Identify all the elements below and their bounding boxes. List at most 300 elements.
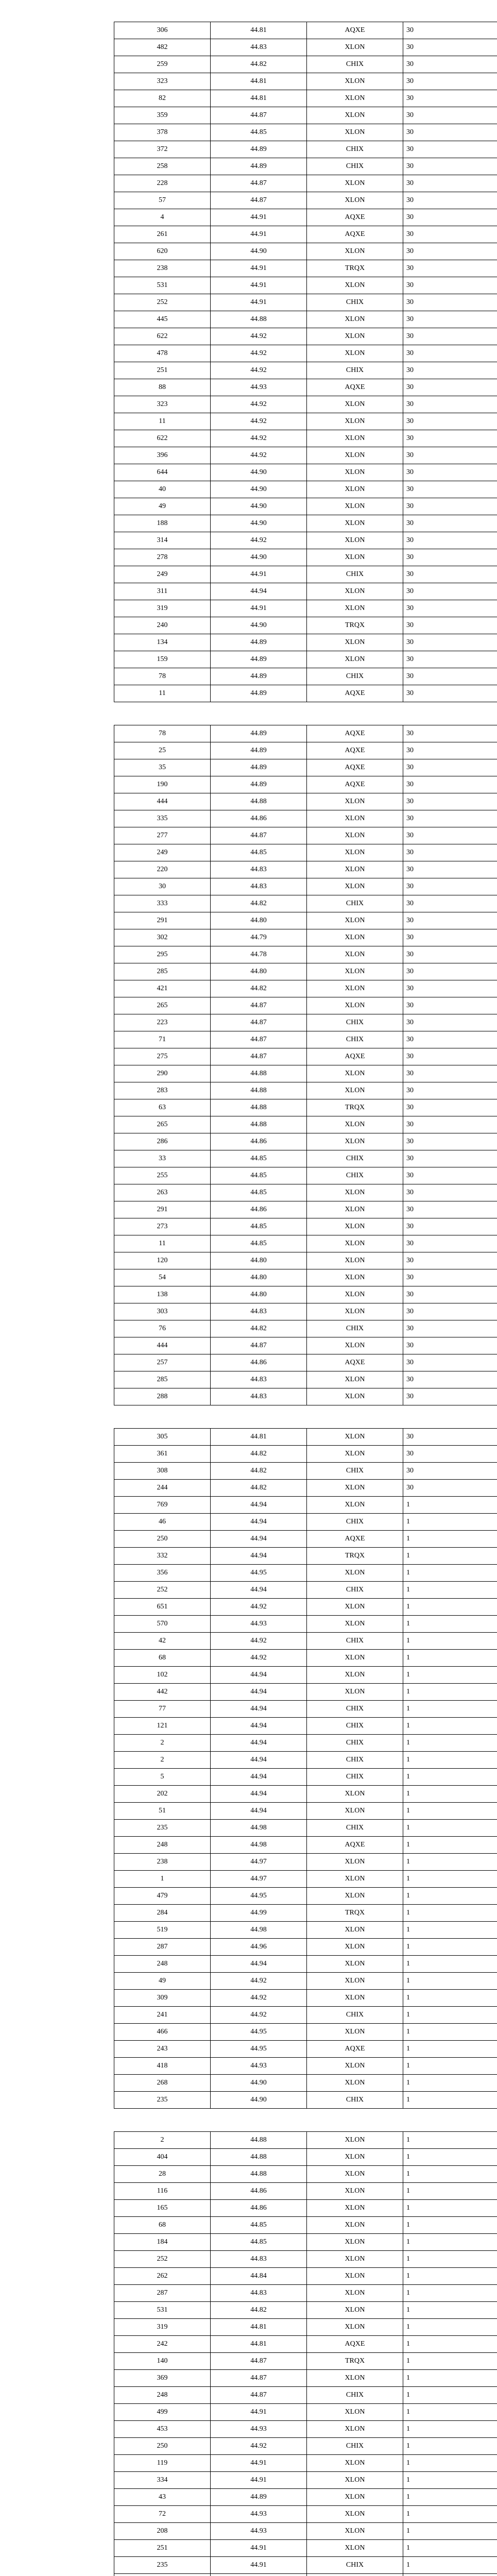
time-cell: 30 [403, 1014, 497, 1031]
table-row [114, 2523, 497, 2540]
time-cell: 30 [403, 1480, 497, 1497]
time-cell: 30 [403, 73, 497, 90]
time-cell: 1 [403, 2404, 497, 2421]
transactions-table [114, 2132, 497, 2576]
venue-cell: AQXE [307, 22, 403, 39]
venue-cell: CHIX [307, 668, 403, 685]
price-cell: 44.82 [211, 1320, 307, 1337]
volume-cell: 262 [114, 2268, 211, 2285]
time-cell: 30 [403, 895, 497, 912]
volume-cell: 190 [114, 776, 211, 793]
price-cell: 44.92 [211, 413, 307, 430]
volume-cell: 283 [114, 1082, 211, 1099]
table-row [114, 447, 497, 464]
volume-cell: 265 [114, 997, 211, 1014]
price-cell: 44.89 [211, 2489, 307, 2506]
time-cell: 30 [403, 362, 497, 379]
price-cell: 44.89 [211, 668, 307, 685]
price-cell: 44.85 [211, 1218, 307, 1235]
time-cell: 1 [403, 2200, 497, 2217]
venue-cell: XLON [307, 447, 403, 464]
volume-cell: 11 [114, 413, 211, 430]
volume-cell: 25 [114, 742, 211, 759]
venue-cell: XLON [307, 912, 403, 929]
time-cell: 30 [403, 294, 497, 311]
price-cell: 44.89 [211, 742, 307, 759]
volume-cell: 396 [114, 447, 211, 464]
volume-cell: 184 [114, 2234, 211, 2251]
volume-cell: 51 [114, 1803, 211, 1820]
venue-cell: XLON [307, 1303, 403, 1320]
venue-cell: AQXE [307, 1354, 403, 1371]
volume-cell: 28 [114, 2166, 211, 2183]
table-row [114, 617, 497, 634]
volume-cell: 323 [114, 396, 211, 413]
price-cell: 44.94 [211, 1769, 307, 1786]
price-cell: 44.93 [211, 379, 307, 396]
price-cell: 44.90 [211, 464, 307, 481]
price-cell: 44.98 [211, 1922, 307, 1939]
price-cell: 44.92 [211, 1599, 307, 1616]
venue-cell: XLON [307, 2523, 403, 2540]
table-row [114, 2472, 497, 2489]
volume-cell: 275 [114, 1048, 211, 1065]
venue-cell: CHIX [307, 1167, 403, 1184]
table-row [114, 2421, 497, 2438]
venue-cell: XLON [307, 1565, 403, 1582]
time-cell: 30 [403, 1429, 497, 1446]
time-cell: 1 [403, 1803, 497, 1820]
table-row [114, 1531, 497, 1548]
time-cell: 1 [403, 2336, 497, 2353]
venue-cell: CHIX [307, 1701, 403, 1718]
volume-cell: 644 [114, 464, 211, 481]
time-cell: 1 [403, 1820, 497, 1837]
time-cell: 1 [403, 2472, 497, 2489]
price-cell: 44.86 [211, 2183, 307, 2200]
table-row [114, 2353, 497, 2370]
price-cell: 44.87 [211, 107, 307, 124]
venue-cell: XLON [307, 1939, 403, 1956]
volume-cell: 30 [114, 878, 211, 895]
volume-cell: 251 [114, 362, 211, 379]
time-cell: 1 [403, 2421, 497, 2438]
venue-cell: XLON [307, 2302, 403, 2319]
table-row [114, 2166, 497, 2183]
table-row [114, 1633, 497, 1650]
venue-cell: XLON [307, 2251, 403, 2268]
volume-cell: 88 [114, 379, 211, 396]
volume-cell: 77 [114, 1701, 211, 1718]
price-cell: 44.94 [211, 1684, 307, 1701]
time-cell: 30 [403, 22, 497, 39]
table-row [114, 2200, 497, 2217]
table-row [114, 1235, 497, 1252]
volume-cell: 622 [114, 430, 211, 447]
table-row [114, 2557, 497, 2574]
table-row [114, 1616, 497, 1633]
volume-cell: 285 [114, 1371, 211, 1388]
volume-cell: 259 [114, 56, 211, 73]
time-cell: 1 [403, 2166, 497, 2183]
table-row [114, 362, 497, 379]
venue-cell: AQXE [307, 2041, 403, 2058]
time-cell: 1 [403, 2557, 497, 2574]
table-row [114, 1786, 497, 1803]
table-row [114, 243, 497, 260]
venue-cell: XLON [307, 2234, 403, 2251]
venue-cell: XLON [307, 464, 403, 481]
volume-cell: 4 [114, 209, 211, 226]
time-cell: 1 [403, 1667, 497, 1684]
price-cell: 44.94 [211, 1735, 307, 1752]
volume-cell: 252 [114, 294, 211, 311]
table-row [114, 2075, 497, 2092]
table-row [114, 912, 497, 929]
venue-cell: XLON [307, 311, 403, 328]
time-cell: 30 [403, 634, 497, 651]
table-row [114, 1446, 497, 1463]
table-row [114, 1014, 497, 1031]
table-row [114, 634, 497, 651]
volume-cell: 287 [114, 2285, 211, 2302]
table-row [114, 1388, 497, 1405]
venue-cell: AQXE [307, 1531, 403, 1548]
table-row [114, 1099, 497, 1116]
time-cell: 30 [403, 946, 497, 963]
price-cell: 44.97 [211, 1854, 307, 1871]
table-row [114, 1803, 497, 1820]
page-3 [0, 1406, 497, 2110]
transactions-table-frame [114, 22, 497, 702]
table-row [114, 980, 497, 997]
volume-cell: 248 [114, 1837, 211, 1854]
price-cell: 44.80 [211, 912, 307, 929]
volume-cell: 188 [114, 515, 211, 532]
time-cell: 30 [403, 1048, 497, 1065]
time-cell: 1 [403, 2234, 497, 2251]
time-cell: 1 [403, 1956, 497, 1973]
table-row [114, 2455, 497, 2472]
volume-cell: 286 [114, 1133, 211, 1150]
venue-cell: CHIX [307, 1820, 403, 1837]
volume-cell: 295 [114, 946, 211, 963]
venue-cell: XLON [307, 1973, 403, 1990]
price-cell: 44.92 [211, 396, 307, 413]
price-cell: 44.83 [211, 39, 307, 56]
time-cell: 30 [403, 447, 497, 464]
time-cell: 30 [403, 1337, 497, 1354]
venue-cell: CHIX [307, 1463, 403, 1480]
table-row [114, 549, 497, 566]
time-cell: 30 [403, 396, 497, 413]
price-cell: 44.89 [211, 685, 307, 702]
price-cell: 44.92 [211, 447, 307, 464]
price-cell: 44.95 [211, 2041, 307, 2058]
venue-cell: XLON [307, 1133, 403, 1150]
venue-cell: CHIX [307, 1582, 403, 1599]
price-cell: 44.81 [211, 73, 307, 90]
time-cell: 30 [403, 1388, 497, 1405]
volume-cell: 268 [114, 2075, 211, 2092]
price-cell: 44.80 [211, 1286, 307, 1303]
venue-cell: XLON [307, 1786, 403, 1803]
table-row [114, 1718, 497, 1735]
table-row [114, 1184, 497, 1201]
venue-cell: XLON [307, 583, 403, 600]
venue-cell: XLON [307, 1218, 403, 1235]
volume-cell: 242 [114, 2336, 211, 2353]
venue-cell: XLON [307, 1922, 403, 1939]
table-row [114, 776, 497, 793]
volume-cell: 78 [114, 725, 211, 742]
volume-cell: 63 [114, 1099, 211, 1116]
venue-cell: XLON [307, 2268, 403, 2285]
venue-cell: XLON [307, 1871, 403, 1888]
time-cell: 1 [403, 2319, 497, 2336]
venue-cell: XLON [307, 1888, 403, 1905]
volume-cell: 33 [114, 1150, 211, 1167]
price-cell: 44.85 [211, 2234, 307, 2251]
volume-cell: 466 [114, 2024, 211, 2041]
time-cell: 30 [403, 878, 497, 895]
table-row [114, 2438, 497, 2455]
volume-cell: 284 [114, 1905, 211, 1922]
volume-cell: 54 [114, 1269, 211, 1286]
volume-cell: 235 [114, 2092, 211, 2109]
price-cell: 44.89 [211, 759, 307, 776]
time-cell: 1 [403, 2183, 497, 2200]
volume-cell: 531 [114, 277, 211, 294]
venue-cell: XLON [307, 1616, 403, 1633]
time-cell: 30 [403, 260, 497, 277]
time-cell: 30 [403, 1082, 497, 1099]
price-cell: 44.91 [211, 226, 307, 243]
price-cell: 44.91 [211, 2455, 307, 2472]
time-cell: 30 [403, 1371, 497, 1388]
volume-cell: 244 [114, 1480, 211, 1497]
price-cell: 44.98 [211, 1820, 307, 1837]
volume-cell: 570 [114, 1616, 211, 1633]
table-row [114, 1939, 497, 1956]
venue-cell: XLON [307, 1269, 403, 1286]
price-cell: 44.92 [211, 362, 307, 379]
volume-cell: 531 [114, 2302, 211, 2319]
venue-cell: CHIX [307, 2092, 403, 2109]
table-row [114, 1116, 497, 1133]
price-cell: 44.90 [211, 549, 307, 566]
table-row [114, 2149, 497, 2166]
price-cell: 44.85 [211, 1184, 307, 1201]
time-cell: 30 [403, 685, 497, 702]
venue-cell: XLON [307, 2540, 403, 2557]
time-cell: 30 [403, 1150, 497, 1167]
venue-cell: XLON [307, 1116, 403, 1133]
time-cell: 30 [403, 1463, 497, 1480]
price-cell: 44.95 [211, 2024, 307, 2041]
table-row [114, 260, 497, 277]
volume-cell: 5 [114, 1769, 211, 1786]
venue-cell: CHIX [307, 2557, 403, 2574]
volume-cell: 238 [114, 260, 211, 277]
price-cell: 44.85 [211, 1167, 307, 1184]
price-cell: 44.86 [211, 810, 307, 827]
volume-cell: 263 [114, 1184, 211, 1201]
price-cell: 44.89 [211, 634, 307, 651]
volume-cell: 319 [114, 600, 211, 617]
volume-cell: 444 [114, 793, 211, 810]
venue-cell: XLON [307, 243, 403, 260]
price-cell: 44.94 [211, 1956, 307, 1973]
time-cell: 1 [403, 2523, 497, 2540]
volume-cell: 519 [114, 1922, 211, 1939]
price-cell: 44.79 [211, 929, 307, 946]
venue-cell: CHIX [307, 1735, 403, 1752]
volume-cell: 134 [114, 634, 211, 651]
volume-cell: 255 [114, 1167, 211, 1184]
time-cell: 30 [403, 1235, 497, 1252]
price-cell: 44.91 [211, 2557, 307, 2574]
price-cell: 44.91 [211, 566, 307, 583]
venue-cell: XLON [307, 2455, 403, 2472]
volume-cell: 49 [114, 498, 211, 515]
volume-cell: 40 [114, 481, 211, 498]
venue-cell: CHIX [307, 2387, 403, 2404]
price-cell: 44.91 [211, 294, 307, 311]
venue-cell: XLON [307, 1184, 403, 1201]
venue-cell: XLON [307, 1990, 403, 2007]
time-cell: 30 [403, 1201, 497, 1218]
venue-cell: XLON [307, 396, 403, 413]
venue-cell: XLON [307, 1684, 403, 1701]
venue-cell: TRQX [307, 1099, 403, 1116]
venue-cell: XLON [307, 1082, 403, 1099]
venue-cell: XLON [307, 1337, 403, 1354]
time-cell: 30 [403, 464, 497, 481]
time-cell: 1 [403, 2370, 497, 2387]
price-cell: 44.89 [211, 141, 307, 158]
price-cell: 44.92 [211, 2007, 307, 2024]
volume-cell: 622 [114, 328, 211, 345]
transactions-table [114, 22, 497, 702]
volume-cell: 334 [114, 2472, 211, 2489]
table-row [114, 1167, 497, 1184]
time-cell: 30 [403, 209, 497, 226]
volume-cell: 238 [114, 1854, 211, 1871]
price-cell: 44.88 [211, 1065, 307, 1082]
price-cell: 44.96 [211, 1939, 307, 1956]
volume-cell: 356 [114, 1565, 211, 1582]
volume-cell: 378 [114, 124, 211, 141]
venue-cell: XLON [307, 2489, 403, 2506]
table-row [114, 1599, 497, 1616]
table-row [114, 345, 497, 362]
venue-cell: XLON [307, 39, 403, 56]
volume-cell: 361 [114, 1446, 211, 1463]
table-row [114, 328, 497, 345]
venue-cell: XLON [307, 175, 403, 192]
volume-cell: 120 [114, 1252, 211, 1269]
price-cell: 44.92 [211, 2438, 307, 2455]
price-cell [211, 2574, 307, 2576]
time-cell: 30 [403, 844, 497, 861]
venue-cell: XLON [307, 345, 403, 362]
table-row [114, 1286, 497, 1303]
volume-cell: 252 [114, 1582, 211, 1599]
time-cell: 1 [403, 1871, 497, 1888]
venue-cell: CHIX [307, 56, 403, 73]
price-cell: 44.94 [211, 1701, 307, 1718]
table-row [114, 861, 497, 878]
time-cell: 1 [403, 2075, 497, 2092]
volume-cell: 482 [114, 39, 211, 56]
table-row [114, 566, 497, 583]
venue-cell: CHIX [307, 1718, 403, 1735]
table-row [114, 2574, 497, 2576]
table-row [114, 1837, 497, 1854]
time-cell: 30 [403, 226, 497, 243]
price-cell: 44.85 [211, 124, 307, 141]
volume-cell: 121 [114, 1718, 211, 1735]
time-cell: 30 [403, 793, 497, 810]
table-row [114, 1548, 497, 1565]
table-row [114, 1973, 497, 1990]
time-cell: 1 [403, 1718, 497, 1735]
price-cell: 44.82 [211, 895, 307, 912]
price-cell: 44.93 [211, 1616, 307, 1633]
venue-cell: XLON [307, 634, 403, 651]
time-cell: 30 [403, 742, 497, 759]
table-row [114, 2024, 497, 2041]
volume-cell: 252 [114, 2251, 211, 2268]
price-cell: 44.92 [211, 532, 307, 549]
venue-cell: CHIX [307, 1752, 403, 1769]
venue-cell: CHIX [307, 2438, 403, 2455]
price-cell: 44.92 [211, 1990, 307, 2007]
volume-cell: 319 [114, 2319, 211, 2336]
time-cell: 1 [403, 1752, 497, 1769]
price-cell: 44.80 [211, 1252, 307, 1269]
table-row [114, 1922, 497, 1939]
table-row [114, 1133, 497, 1150]
time-cell: 1 [403, 2506, 497, 2523]
price-cell: 44.88 [211, 311, 307, 328]
time-cell: 1 [403, 2268, 497, 2285]
time-cell: 1 [403, 1616, 497, 1633]
time-cell: 30 [403, 430, 497, 447]
time-cell: 1 [403, 2058, 497, 2075]
volume-cell: 228 [114, 175, 211, 192]
time-cell: 30 [403, 39, 497, 56]
volume-cell: 240 [114, 617, 211, 634]
time-cell: 1 [403, 1922, 497, 1939]
venue-cell: XLON [307, 2285, 403, 2302]
price-cell: 44.88 [211, 2132, 307, 2149]
volume-cell: 445 [114, 311, 211, 328]
time-cell: 30 [403, 997, 497, 1014]
time-cell: 1 [403, 2092, 497, 2109]
table-row [114, 107, 497, 124]
venue-cell: XLON [307, 2217, 403, 2234]
venue-cell: TRQX [307, 1905, 403, 1922]
price-cell: 44.87 [211, 2387, 307, 2404]
time-cell: 1 [403, 1548, 497, 1565]
table-row [114, 1480, 497, 1497]
volume-cell: 46 [114, 1514, 211, 1531]
venue-cell: XLON [307, 2404, 403, 2421]
venue-cell: XLON [307, 430, 403, 447]
time-cell: 1 [403, 1905, 497, 1922]
